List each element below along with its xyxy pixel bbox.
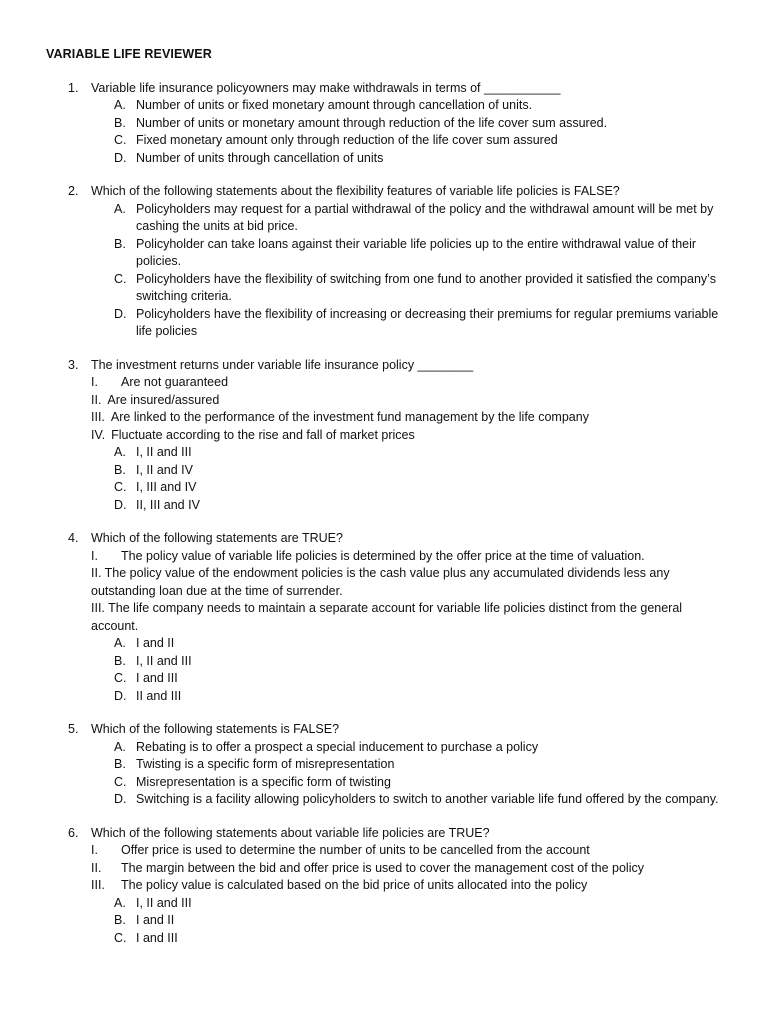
option-text: Policyholders have the flexibility of switching from one fund to another provided it satisfied the company’s switching criteria.	[136, 271, 716, 303]
question-number: 3.	[68, 357, 79, 372]
answer-option	[114, 774, 728, 792]
option-text: Policyholders may request for a partial withdrawal of the policy and the withdrawal amount will be met by cashing the units at bid price.	[136, 201, 714, 233]
statement-list	[46, 548, 728, 636]
statement-item	[91, 409, 728, 427]
answer-options	[46, 635, 728, 705]
option-text: Policyholders have the flexibility of increasing or decreasing their premiums for regular premiums variable life policies	[136, 306, 719, 338]
answer-option	[114, 132, 728, 150]
statement-item	[91, 565, 728, 600]
answer-option	[114, 635, 728, 653]
question-text: The investment returns under variable life insurance policy ________	[91, 357, 474, 372]
statement-text: Are linked to the performance of the investment fund management by the life company	[110, 410, 589, 424]
option-text: I, II and III	[136, 895, 192, 910]
option-letter: B.	[114, 236, 126, 251]
answer-option	[114, 479, 728, 497]
statement-text: The policy value is calculated based on the bid price of units allocated into the policy	[121, 878, 588, 892]
option-text: Switching is a facility allowing policyholders to switch to another variable life fund offered by the company.	[136, 792, 719, 806]
statement-item	[91, 548, 728, 566]
option-text: I and III	[136, 671, 178, 685]
question-number: 4.	[68, 531, 79, 545]
statement-label: II.	[91, 860, 102, 875]
statement-item	[91, 392, 728, 410]
answer-option	[114, 444, 728, 462]
option-letter: D.	[114, 688, 127, 703]
option-letter: B.	[114, 462, 126, 477]
answer-option	[114, 653, 728, 671]
question-text: Which of the following statements is FALSE?	[91, 722, 340, 736]
option-letter: C.	[114, 271, 127, 286]
question-number: 1.	[68, 80, 79, 95]
question-block	[46, 183, 728, 341]
statement-list	[46, 374, 728, 444]
answer-option	[114, 670, 728, 688]
question-stem	[46, 183, 728, 201]
option-text: Fixed monetary amount only through reduction of the life cover sum assured	[136, 133, 558, 147]
statement-text: The life company needs to maintain a separate account for variable life policies distinct from the general account.	[91, 601, 683, 633]
statement-text: Offer price is used to determine the number of units to be cancelled from the account	[121, 843, 590, 857]
answer-options	[46, 739, 728, 809]
question-text: Which of the following statements about the flexibility features of variable life policies is FALSE?	[91, 184, 620, 198]
option-text: Policyholder can take loans against their variable life policies up to the entire withdrawal value of their policies.	[136, 236, 697, 268]
statement-label: II.	[91, 566, 102, 580]
question-stem	[46, 530, 728, 548]
option-letter: D.	[114, 150, 127, 165]
statement-item	[91, 842, 728, 860]
statement-text: The margin between the bid and offer price is used to cover the management cost of the policy	[121, 860, 644, 875]
option-text: I and II	[136, 913, 175, 927]
statement-label: III.	[91, 601, 105, 615]
option-text: Rebating is to offer a prospect a special inducement to purchase a policy	[136, 739, 539, 754]
question-block	[46, 357, 728, 515]
option-letter: A.	[114, 895, 126, 910]
option-text: I and III	[136, 930, 178, 945]
question-text: Variable life insurance policyowners may make withdrawals in terms of ___________	[91, 80, 561, 95]
answer-options	[46, 97, 728, 167]
answer-option	[114, 688, 728, 706]
option-letter: C.	[114, 774, 127, 789]
answer-option	[114, 115, 728, 133]
answer-option	[114, 271, 728, 306]
option-text: Misrepresentation is a specific form of twisting	[136, 774, 391, 789]
option-text: II and III	[136, 688, 182, 703]
statement-label: III.	[91, 410, 105, 424]
option-text: I, II and III	[136, 653, 192, 668]
option-letter: D.	[114, 497, 127, 512]
question-list	[46, 80, 728, 948]
statement-item	[91, 860, 728, 878]
option-letter: B.	[114, 757, 126, 771]
option-letter: A.	[114, 201, 126, 216]
statement-item	[91, 427, 728, 445]
option-text: Number of units or fixed monetary amount through cancellation of units.	[136, 98, 533, 112]
statement-text: Are insured/assured	[107, 392, 220, 407]
option-letter: D.	[114, 306, 127, 321]
question-number: 2.	[68, 184, 79, 198]
statement-list	[46, 842, 728, 895]
option-letter: A.	[114, 445, 126, 459]
answer-option	[114, 791, 728, 809]
statement-item	[91, 877, 728, 895]
question-block	[46, 80, 728, 168]
answer-options	[46, 201, 728, 341]
statement-text: Are not guaranteed	[121, 375, 229, 389]
option-text: II, III and IV	[136, 497, 200, 512]
statement-text: Fluctuate according to the rise and fall of market prices	[111, 427, 415, 442]
answer-option	[114, 895, 728, 913]
statement-label: I.	[91, 843, 98, 857]
option-letter: C.	[114, 930, 127, 945]
question-stem	[46, 825, 728, 843]
option-text: Twisting is a specific form of misrepresentation	[136, 757, 395, 771]
option-text: Number of units through cancellation of units	[136, 150, 384, 165]
question-stem	[46, 357, 728, 375]
answer-option	[114, 497, 728, 515]
option-letter: C.	[114, 671, 127, 685]
option-letter: B.	[114, 653, 126, 668]
question-text: Which of the following statements about variable life policies are TRUE?	[91, 825, 490, 840]
question-number: 5.	[68, 722, 79, 736]
statement-label: IV.	[91, 427, 106, 442]
option-letter: A.	[114, 636, 126, 650]
statement-label: III.	[91, 878, 105, 892]
answer-option	[114, 462, 728, 480]
answer-option	[114, 150, 728, 168]
option-letter: A.	[114, 739, 126, 754]
answer-option	[114, 930, 728, 948]
statement-label: I.	[91, 375, 98, 389]
question-number: 6.	[68, 825, 79, 840]
question-block	[46, 530, 728, 705]
question-block	[46, 825, 728, 948]
statement-text: The policy value of variable life policies is determined by the offer price at the time of valuation.	[121, 548, 645, 563]
question-text: Which of the following statements are TRUE?	[91, 531, 343, 545]
answer-option	[114, 306, 728, 341]
option-letter: B.	[114, 913, 126, 927]
answer-options	[46, 895, 728, 948]
option-text: I, III and IV	[136, 480, 197, 494]
option-text: I, II and IV	[136, 462, 193, 477]
statement-label: II.	[91, 392, 102, 407]
option-text: I and II	[136, 636, 175, 650]
statement-label: I.	[91, 548, 98, 563]
question-stem	[46, 80, 728, 98]
option-letter: A.	[114, 98, 126, 112]
answer-option	[114, 236, 728, 271]
question-block	[46, 721, 728, 809]
statement-item	[91, 600, 728, 635]
statement-text: The policy value of the endowment policies is the cash value plus any accumulated dividends less any outstanding loan due at the time of surrender.	[91, 566, 670, 598]
answer-option	[114, 739, 728, 757]
option-letter: B.	[114, 115, 126, 130]
option-letter: C.	[114, 480, 127, 494]
answer-option	[114, 201, 728, 236]
statement-item	[91, 374, 728, 392]
question-stem	[46, 721, 728, 739]
document-title: VARIABLE LIFE REVIEWER	[46, 47, 212, 61]
option-text: Number of units or monetary amount through reduction of the life cover sum assured.	[136, 115, 608, 130]
option-letter: C.	[114, 133, 127, 147]
answer-options	[46, 444, 728, 514]
option-text: I, II and III	[136, 445, 192, 459]
option-letter: D.	[114, 792, 127, 806]
answer-option	[114, 756, 728, 774]
answer-option	[114, 97, 728, 115]
answer-option	[114, 912, 728, 930]
